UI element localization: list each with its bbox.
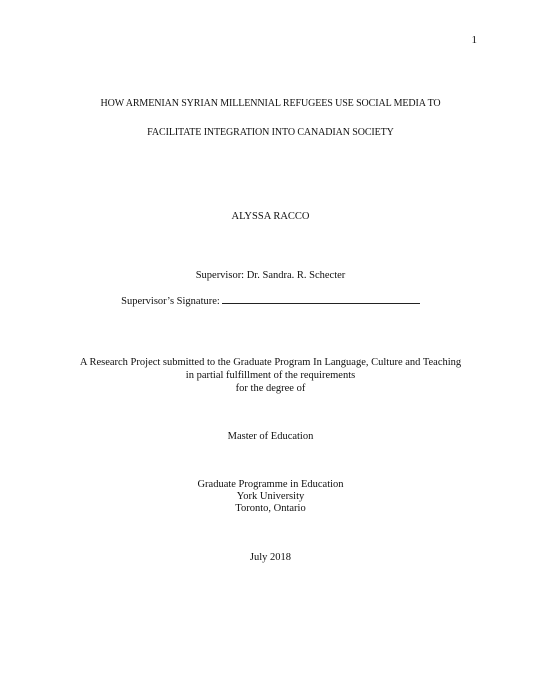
institution-line-3: Toronto, Ontario [235, 503, 306, 514]
institution-line-1: Graduate Programme in Education [197, 479, 344, 490]
page-number: 1 [471, 34, 477, 46]
signature-blank [222, 295, 420, 304]
signature-label: Supervisor’s Signature: [121, 296, 220, 307]
supervisor-line: Supervisor: Dr. Sandra. R. Schecter [195, 270, 346, 281]
submission-date: July 2018 [249, 552, 292, 563]
submission-line-3: for the degree of [235, 383, 306, 394]
author-name: ALYSSA RACCO [231, 211, 310, 222]
title-line-2: FACILITATE INTEGRATION INTO CANADIAN SOCIETY [147, 127, 394, 138]
submission-line-2: in partial fulfillment of the requirements [185, 370, 356, 381]
submission-line-1: A Research Project submitted to the Graduate Program In Language, Culture and Teaching [79, 357, 462, 368]
degree-name: Master of Education [227, 431, 314, 442]
title-line-1: HOW ARMENIAN SYRIAN MILLENNIAL REFUGEES USE SOCIAL MEDIA TO [100, 98, 441, 109]
signature-line [0, 295, 541, 309]
institution-line-2: York University [236, 491, 305, 502]
